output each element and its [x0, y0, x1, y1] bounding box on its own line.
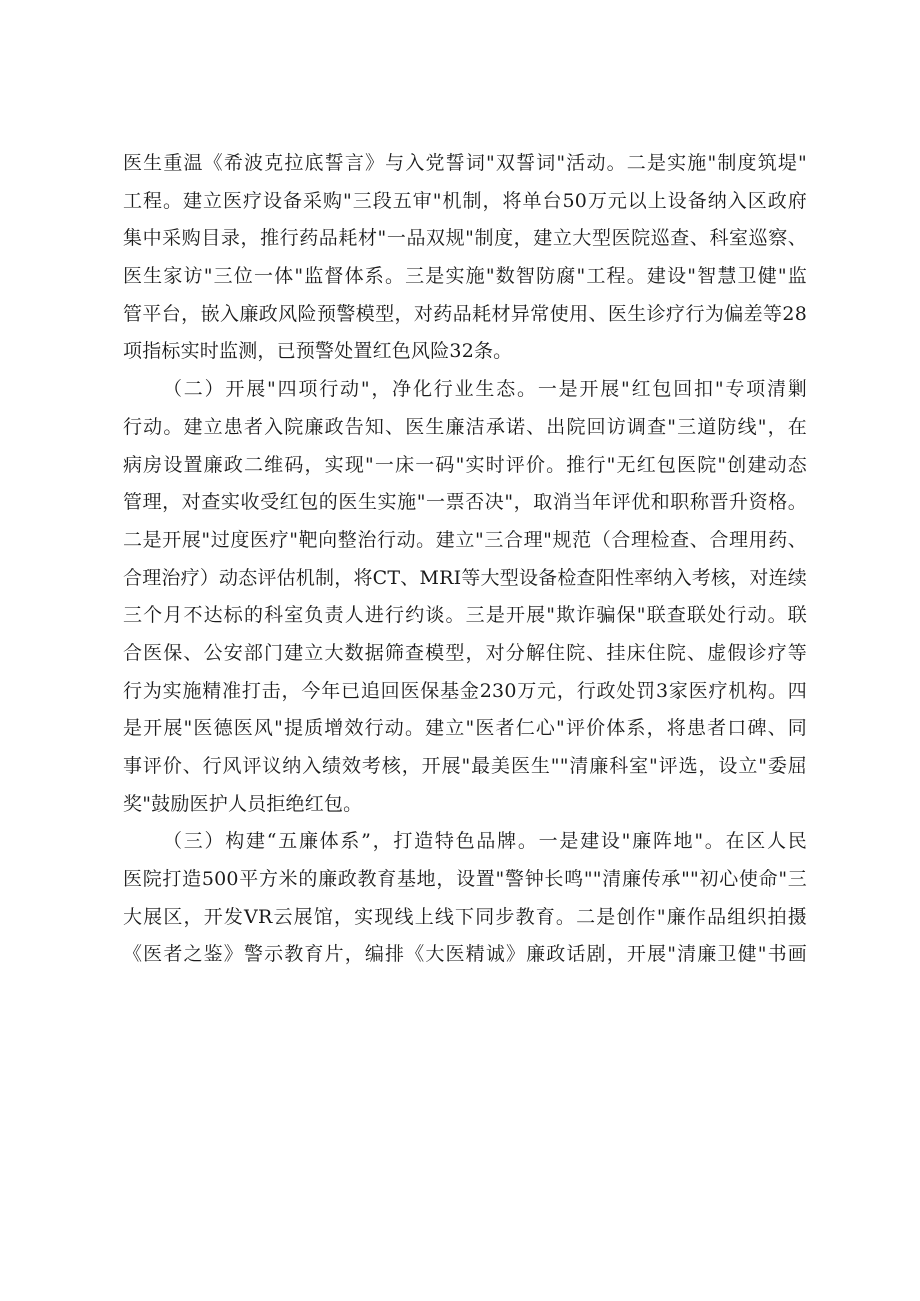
- text-line: 集中采购目录，推行药品耗材"一品双规"制度，建立大型医院巡查、科室巡察、: [123, 227, 807, 250]
- text-line: 大展区，开发VR云展馆，实现线上线下同步教育。二是创作"廉作品组织拍摄: [123, 905, 807, 928]
- text-line: 奖"鼓励医护人员拒绝红包。: [123, 792, 363, 815]
- text-line: 医生重温《希波克拉底誓言》与入党誓词"双誓词"活动。二是实施"制度筑堤": [123, 152, 807, 174]
- text-line: 管平台，嵌入廉政风险预警模型，对药品耗材异常使用、医生诊疗行为偏差等28: [123, 302, 807, 325]
- text-line: 医生家访"三位一体"监督体系。三是实施"数智防腐"工程。建设"智慧卫健"监: [123, 265, 807, 288]
- text-line: 三个月不达标的科室负责人进行约谈。三是开展"欺诈骗保"联查联处行动。联: [123, 604, 807, 627]
- text-line: 是开展"医德医风"提质增效行动。建立"医者仁心"评价体系，将患者口碑、同: [123, 717, 807, 740]
- paragraph-1: [123, 145, 807, 371]
- text-line: 二是开展"过度医疗"靶向整治行动。建立"三合理"规范（合理检查、合理用药、: [123, 528, 807, 551]
- document-body: [123, 145, 807, 974]
- text-line: 管理，对查实收受红包的医生实施"一票否决"，取消当年评优和职称晋升资格。: [123, 491, 807, 514]
- text-line: 合医保、公安部门建立大数据筛查模型，对分解住院、挂床住院、虚假诊疗等: [123, 641, 807, 664]
- text-line: 行为实施精准打击，今年已追回医保基金230万元，行政处罚3家医疗机构。四: [123, 679, 807, 702]
- paragraph-3: [123, 823, 807, 974]
- text-line: 工程。建立医疗设备采购"三段五审"机制，将单台50万元以上设备纳入区政府: [123, 189, 807, 212]
- text-line: 医院打造500平方米的廉政教育基地，设置"警钟长鸣""清廉传承""初心使命"三: [123, 868, 807, 891]
- text-line: 合理治疗）动态评估机制，将CT、MRI等大型设备检查阳性率纳入考核，对连续: [123, 566, 807, 589]
- text-line: 病房设置廉政二维码，实现"一床一码"实时评价。推行"无红包医院"创建动态: [123, 453, 807, 476]
- text-line: 项指标实时监测，已预警处置红色风险32条。: [123, 340, 513, 363]
- text-line: 事评价、行风评议纳入绩效考核，开展"最美医生""清廉科室"评选，设立"委屈: [123, 755, 807, 777]
- text-line: （二）开展"四项行动"，净化行业生态。一是开展"红包回扣"专项清剿: [163, 378, 807, 401]
- text-line: 《医者之鉴》警示教育片，编排《大医精诚》廉政话剧，开展"清廉卫健"书画: [123, 943, 807, 966]
- text-line: （三）构建“五廉体系”，打造特色品牌。一是建设"廉阵地"。在区人民: [163, 830, 807, 853]
- paragraph-2: [123, 371, 807, 823]
- text-line: 行动。建立患者入院廉政告知、医生廉洁承诺、出院回访调查"三道防线"，在: [123, 415, 807, 438]
